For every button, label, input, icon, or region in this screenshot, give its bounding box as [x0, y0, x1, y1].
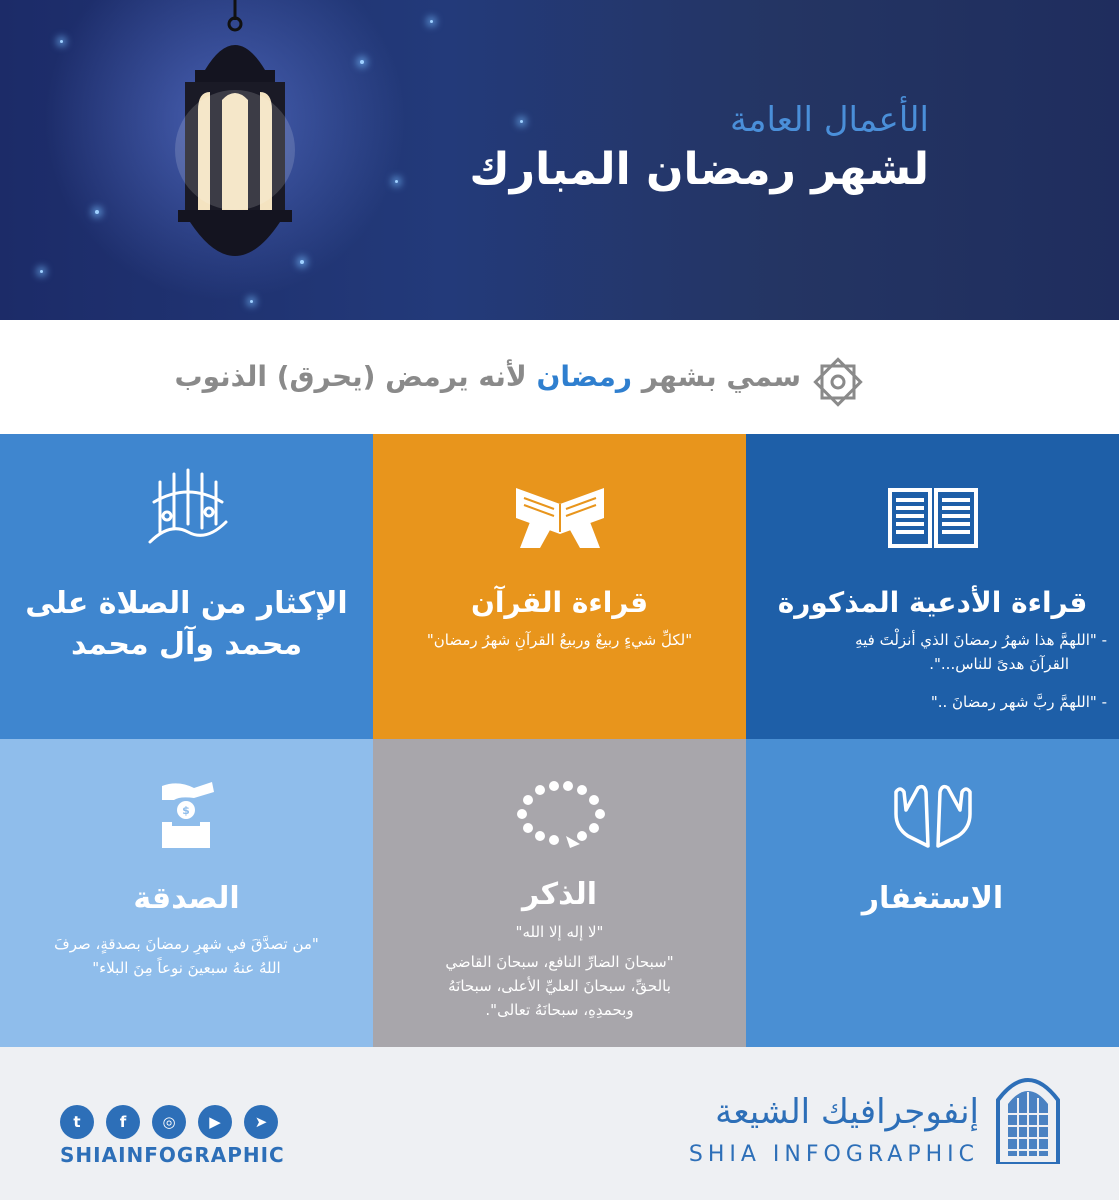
card-sadaqa-line1: "من تصدَّقَ في شهرِ رمضانَ بصدقةٍ، صرفَ: [54, 934, 319, 953]
sparkle: [250, 300, 253, 303]
card-duas: [746, 434, 1119, 739]
sparkle: [430, 20, 433, 23]
card-dhikr-title: الذكر: [522, 877, 597, 912]
prayer-beads-icon: [508, 778, 612, 848]
brand-logo-window-icon: [994, 1064, 1062, 1164]
subtitle-highlight: رمضان: [536, 360, 632, 393]
card-duas-line3: - "اللهمَّ ربَّ شهر رمضانَ ..": [930, 692, 1107, 711]
card-sadaqa-title: الصدقة: [133, 881, 240, 916]
quran-stand-icon: [510, 478, 610, 552]
card-istighfar-title: الاستغفار: [861, 881, 1004, 916]
instagram-icon[interactable]: ◎: [152, 1105, 186, 1139]
octagon-star-icon: [812, 356, 864, 408]
subtitle-before: سمي بشهر: [631, 360, 801, 393]
card-dhikr-line1: "لا إله إلا الله": [515, 922, 604, 941]
subtitle-band: [0, 320, 1119, 434]
social-handle[interactable]: SHIAINFOGRAPHIC: [60, 1143, 285, 1167]
card-duas-title: قراءة الأدعية المذكورة: [777, 586, 1088, 619]
sparkle: [360, 60, 364, 64]
donation-box-icon: [154, 778, 218, 848]
sparkle: [60, 40, 63, 43]
card-salawat-title-2: محمد وآل محمد: [70, 626, 303, 662]
twitter-icon[interactable]: t: [60, 1105, 94, 1139]
open-book-icon: [886, 484, 980, 554]
praying-hands-icon: [888, 780, 978, 850]
card-salawat-title-1: الإكثار من الصلاة على: [25, 586, 348, 621]
card-duas-line2: القرآنَ هدىً للناس...".: [929, 654, 1069, 673]
sparkle: [40, 270, 43, 273]
facebook-icon[interactable]: f: [106, 1105, 140, 1139]
title-line-1: الأعمال العامة: [730, 100, 929, 140]
ramadan-lantern-icon: [150, 0, 320, 300]
social-links: [60, 1105, 278, 1139]
svg-text:$: $: [182, 804, 190, 817]
title-line-2: لشهر رمضان المبارك: [469, 144, 929, 195]
telegram-icon[interactable]: ➤: [244, 1105, 278, 1139]
brand-name-arabic: إنفوجرافيك الشيعة: [715, 1092, 979, 1132]
header-title: [469, 100, 929, 195]
subtitle-after: لأنه يرمض (يحرق) الذنوب: [174, 360, 537, 393]
salawat-calligraphy-icon: [140, 462, 236, 554]
card-quran-text: "لكلِّ شيءٍ ربيعٌ وربيعُ القرآنِ شهرُ رمضان": [426, 630, 693, 649]
youtube-icon[interactable]: ▶: [198, 1105, 232, 1139]
card-dhikr-line2: "سبحانَ الضارِّ النافع، سبحانَ القاضي: [445, 952, 674, 971]
sparkle: [95, 210, 99, 214]
card-dhikr-line3: بالحقِّ، سبحانَ العليِّ الأعلى، سبحانَهُ: [448, 976, 671, 995]
card-quran-title: قراءة القرآن: [470, 586, 649, 619]
sparkle: [395, 180, 398, 183]
header-banner: [0, 0, 1119, 320]
card-duas-line1: - "اللهمَّ هذا شهرُ رمضانَ الذي أنزلْتَ فيهِ: [855, 630, 1107, 649]
card-sadaqa-line2: اللهُ عنهُ سبعينَ نوعاً مِنَ البلاء": [92, 958, 281, 977]
card-dhikr-line4: وبحمدِهِ، سبحانَهُ تعالى".: [485, 1000, 634, 1019]
brand-name-english: SHIA INFOGRAPHIC: [688, 1142, 979, 1167]
subtitle-text: [174, 360, 801, 393]
